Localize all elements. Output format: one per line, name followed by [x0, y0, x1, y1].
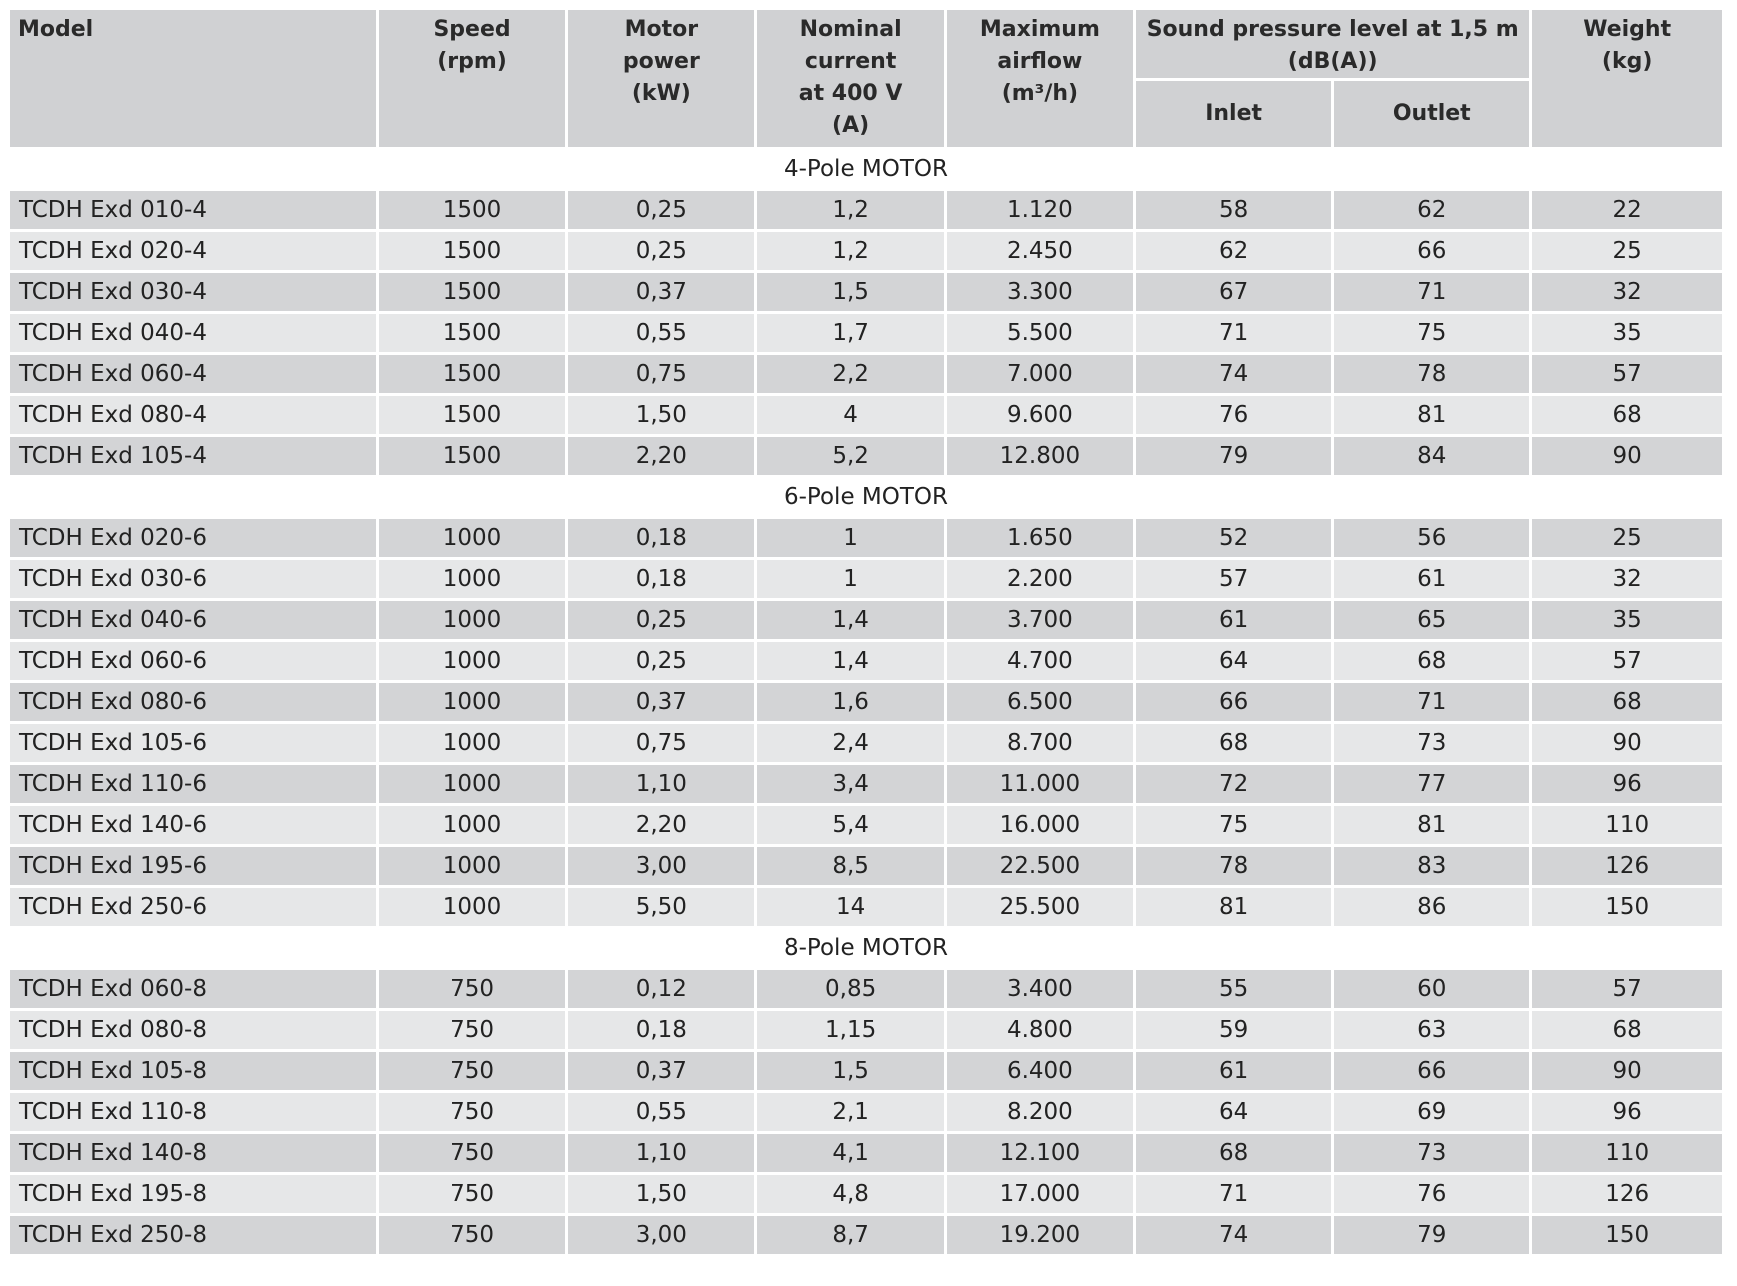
- cell-max-airflow: 8.700: [947, 724, 1133, 762]
- cell-speed: 1500: [379, 232, 565, 270]
- section-title: 8-Pole MOTOR: [10, 929, 1722, 967]
- cell-max-airflow: 7.000: [947, 355, 1133, 393]
- cell-outlet-db: 71: [1334, 273, 1529, 311]
- cell-inlet-db: 57: [1136, 560, 1331, 598]
- cell-nominal-current: 1,4: [757, 642, 943, 680]
- cell-max-airflow: 6.400: [947, 1052, 1133, 1090]
- header-inlet: Inlet: [1136, 81, 1331, 147]
- cell-weight: 32: [1532, 560, 1722, 598]
- cell-inlet-db: 64: [1136, 1093, 1331, 1131]
- cell-motor-power: 0,18: [568, 1011, 754, 1049]
- section-title: 4-Pole MOTOR: [10, 150, 1722, 188]
- cell-speed: 750: [379, 1175, 565, 1213]
- table-row: [10, 273, 1722, 311]
- cell-inlet-db: 61: [1136, 601, 1331, 639]
- table-row: [10, 888, 1722, 926]
- cell-max-airflow: 11.000: [947, 765, 1133, 803]
- cell-motor-power: 0,75: [568, 724, 754, 762]
- cell-nominal-current: 2,4: [757, 724, 943, 762]
- cell-outlet-db: 79: [1334, 1216, 1529, 1254]
- cell-model: TCDH Exd 140-6: [10, 806, 376, 844]
- table-row: [10, 642, 1722, 680]
- cell-motor-power: 0,25: [568, 232, 754, 270]
- cell-model: TCDH Exd 010-4: [10, 191, 376, 229]
- cell-outlet-db: 77: [1334, 765, 1529, 803]
- cell-max-airflow: 12.800: [947, 437, 1133, 475]
- cell-max-airflow: 8.200: [947, 1093, 1133, 1131]
- cell-inlet-db: 79: [1136, 437, 1331, 475]
- table-row: [10, 765, 1722, 803]
- cell-weight: 110: [1532, 806, 1722, 844]
- cell-nominal-current: 4,8: [757, 1175, 943, 1213]
- table-row: [10, 560, 1722, 598]
- section-row: [10, 478, 1722, 516]
- table-row: [10, 191, 1722, 229]
- cell-motor-power: 0,55: [568, 314, 754, 352]
- cell-weight: 96: [1532, 1093, 1722, 1131]
- header-speed: Speed (rpm): [379, 10, 565, 147]
- fan-spec-table: [7, 7, 1725, 1257]
- cell-motor-power: 0,37: [568, 273, 754, 311]
- cell-motor-power: 1,10: [568, 765, 754, 803]
- table-header: [10, 10, 1722, 147]
- table-row: [10, 355, 1722, 393]
- cell-model: TCDH Exd 110-6: [10, 765, 376, 803]
- cell-nominal-current: 2,1: [757, 1093, 943, 1131]
- cell-inlet-db: 72: [1136, 765, 1331, 803]
- cell-model: TCDH Exd 195-6: [10, 847, 376, 885]
- table-row: [10, 847, 1722, 885]
- cell-model: TCDH Exd 060-6: [10, 642, 376, 680]
- header-outlet: Outlet: [1334, 81, 1529, 147]
- cell-inlet-db: 66: [1136, 683, 1331, 721]
- header-model: Model: [10, 10, 376, 147]
- table-row: [10, 1216, 1722, 1254]
- table-row: [10, 724, 1722, 762]
- cell-max-airflow: 3.300: [947, 273, 1133, 311]
- cell-motor-power: 0,25: [568, 642, 754, 680]
- cell-model: TCDH Exd 030-6: [10, 560, 376, 598]
- cell-nominal-current: 2,2: [757, 355, 943, 393]
- cell-nominal-current: 1,5: [757, 273, 943, 311]
- cell-nominal-current: 5,4: [757, 806, 943, 844]
- cell-model: TCDH Exd 250-6: [10, 888, 376, 926]
- cell-nominal-current: 1,5: [757, 1052, 943, 1090]
- header-nominal-current: Nominal current at 400 V (A): [757, 10, 943, 147]
- cell-max-airflow: 1.120: [947, 191, 1133, 229]
- cell-max-airflow: 19.200: [947, 1216, 1133, 1254]
- cell-speed: 1000: [379, 519, 565, 557]
- cell-motor-power: 5,50: [568, 888, 754, 926]
- cell-model: TCDH Exd 080-4: [10, 396, 376, 434]
- cell-motor-power: 0,25: [568, 191, 754, 229]
- cell-model: TCDH Exd 250-8: [10, 1216, 376, 1254]
- table-row: [10, 806, 1722, 844]
- cell-nominal-current: 0,85: [757, 970, 943, 1008]
- cell-model: TCDH Exd 040-6: [10, 601, 376, 639]
- cell-model: TCDH Exd 110-8: [10, 1093, 376, 1131]
- cell-outlet-db: 73: [1334, 724, 1529, 762]
- cell-max-airflow: 3.700: [947, 601, 1133, 639]
- table-row: [10, 232, 1722, 270]
- cell-nominal-current: 4,1: [757, 1134, 943, 1172]
- cell-speed: 750: [379, 1216, 565, 1254]
- cell-inlet-db: 67: [1136, 273, 1331, 311]
- cell-weight: 150: [1532, 888, 1722, 926]
- cell-speed: 1000: [379, 888, 565, 926]
- cell-inlet-db: 52: [1136, 519, 1331, 557]
- table-row: [10, 1175, 1722, 1213]
- cell-model: TCDH Exd 020-4: [10, 232, 376, 270]
- cell-max-airflow: 25.500: [947, 888, 1133, 926]
- cell-weight: 110: [1532, 1134, 1722, 1172]
- cell-weight: 57: [1532, 970, 1722, 1008]
- cell-max-airflow: 22.500: [947, 847, 1133, 885]
- cell-outlet-db: 78: [1334, 355, 1529, 393]
- cell-max-airflow: 17.000: [947, 1175, 1133, 1213]
- cell-motor-power: 2,20: [568, 806, 754, 844]
- cell-motor-power: 1,50: [568, 396, 754, 434]
- cell-speed: 1000: [379, 847, 565, 885]
- table-row: [10, 683, 1722, 721]
- cell-speed: 1000: [379, 683, 565, 721]
- cell-outlet-db: 66: [1334, 232, 1529, 270]
- cell-speed: 1500: [379, 191, 565, 229]
- cell-nominal-current: 1,6: [757, 683, 943, 721]
- cell-weight: 90: [1532, 437, 1722, 475]
- cell-model: TCDH Exd 080-6: [10, 683, 376, 721]
- cell-motor-power: 0,18: [568, 560, 754, 598]
- cell-speed: 1500: [379, 273, 565, 311]
- table-row: [10, 437, 1722, 475]
- cell-speed: 750: [379, 970, 565, 1008]
- cell-max-airflow: 2.200: [947, 560, 1133, 598]
- header-sound-pressure: Sound pressure level at 1,5 m (dB(A)): [1136, 10, 1529, 78]
- cell-weight: 25: [1532, 519, 1722, 557]
- cell-weight: 68: [1532, 1011, 1722, 1049]
- table-row: [10, 601, 1722, 639]
- cell-max-airflow: 2.450: [947, 232, 1133, 270]
- table-row: [10, 396, 1722, 434]
- cell-inlet-db: 75: [1136, 806, 1331, 844]
- cell-weight: 25: [1532, 232, 1722, 270]
- cell-inlet-db: 64: [1136, 642, 1331, 680]
- cell-weight: 35: [1532, 314, 1722, 352]
- cell-outlet-db: 66: [1334, 1052, 1529, 1090]
- header-weight: Weight (kg): [1532, 10, 1722, 147]
- table-row: [10, 519, 1722, 557]
- cell-speed: 1000: [379, 601, 565, 639]
- cell-model: TCDH Exd 105-8: [10, 1052, 376, 1090]
- cell-motor-power: 2,20: [568, 437, 754, 475]
- cell-nominal-current: 3,4: [757, 765, 943, 803]
- cell-outlet-db: 73: [1334, 1134, 1529, 1172]
- cell-model: TCDH Exd 080-8: [10, 1011, 376, 1049]
- cell-outlet-db: 68: [1334, 642, 1529, 680]
- cell-motor-power: 0,25: [568, 601, 754, 639]
- cell-nominal-current: 14: [757, 888, 943, 926]
- cell-model: TCDH Exd 105-4: [10, 437, 376, 475]
- cell-max-airflow: 5.500: [947, 314, 1133, 352]
- cell-inlet-db: 58: [1136, 191, 1331, 229]
- table-row: [10, 970, 1722, 1008]
- cell-motor-power: 3,00: [568, 1216, 754, 1254]
- header-motor-power: Motor power (kW): [568, 10, 754, 147]
- cell-outlet-db: 71: [1334, 683, 1529, 721]
- cell-outlet-db: 84: [1334, 437, 1529, 475]
- cell-outlet-db: 83: [1334, 847, 1529, 885]
- cell-nominal-current: 1: [757, 519, 943, 557]
- cell-inlet-db: 71: [1136, 314, 1331, 352]
- cell-nominal-current: 1,4: [757, 601, 943, 639]
- cell-motor-power: 0,37: [568, 683, 754, 721]
- cell-speed: 750: [379, 1093, 565, 1131]
- cell-inlet-db: 68: [1136, 1134, 1331, 1172]
- cell-weight: 126: [1532, 1175, 1722, 1213]
- cell-outlet-db: 69: [1334, 1093, 1529, 1131]
- cell-outlet-db: 76: [1334, 1175, 1529, 1213]
- cell-outlet-db: 62: [1334, 191, 1529, 229]
- cell-nominal-current: 5,2: [757, 437, 943, 475]
- cell-weight: 90: [1532, 724, 1722, 762]
- cell-outlet-db: 81: [1334, 396, 1529, 434]
- cell-speed: 1000: [379, 642, 565, 680]
- cell-model: TCDH Exd 020-6: [10, 519, 376, 557]
- cell-max-airflow: 12.100: [947, 1134, 1133, 1172]
- cell-speed: 1000: [379, 724, 565, 762]
- cell-outlet-db: 75: [1334, 314, 1529, 352]
- cell-nominal-current: 4: [757, 396, 943, 434]
- cell-weight: 57: [1532, 355, 1722, 393]
- cell-motor-power: 1,50: [568, 1175, 754, 1213]
- cell-outlet-db: 65: [1334, 601, 1529, 639]
- cell-nominal-current: 8,7: [757, 1216, 943, 1254]
- cell-speed: 1500: [379, 355, 565, 393]
- cell-max-airflow: 6.500: [947, 683, 1133, 721]
- cell-inlet-db: 81: [1136, 888, 1331, 926]
- cell-nominal-current: 1,15: [757, 1011, 943, 1049]
- cell-outlet-db: 63: [1334, 1011, 1529, 1049]
- header-maximum-airflow: Maximum airflow (m³/h): [947, 10, 1133, 147]
- cell-inlet-db: 59: [1136, 1011, 1331, 1049]
- cell-speed: 1000: [379, 560, 565, 598]
- cell-inlet-db: 74: [1136, 1216, 1331, 1254]
- section-row: [10, 150, 1722, 188]
- cell-inlet-db: 68: [1136, 724, 1331, 762]
- cell-max-airflow: 4.700: [947, 642, 1133, 680]
- cell-motor-power: 0,18: [568, 519, 754, 557]
- cell-weight: 150: [1532, 1216, 1722, 1254]
- cell-nominal-current: 1: [757, 560, 943, 598]
- cell-inlet-db: 76: [1136, 396, 1331, 434]
- cell-speed: 1500: [379, 437, 565, 475]
- cell-motor-power: 1,10: [568, 1134, 754, 1172]
- table-row: [10, 1052, 1722, 1090]
- table-row: [10, 1093, 1722, 1131]
- cell-weight: 57: [1532, 642, 1722, 680]
- cell-speed: 1000: [379, 806, 565, 844]
- cell-nominal-current: 1,2: [757, 191, 943, 229]
- cell-max-airflow: 1.650: [947, 519, 1133, 557]
- cell-speed: 750: [379, 1011, 565, 1049]
- cell-model: TCDH Exd 040-4: [10, 314, 376, 352]
- cell-weight: 35: [1532, 601, 1722, 639]
- cell-speed: 1500: [379, 314, 565, 352]
- cell-nominal-current: 1,2: [757, 232, 943, 270]
- cell-weight: 126: [1532, 847, 1722, 885]
- cell-speed: 1000: [379, 765, 565, 803]
- cell-motor-power: 0,12: [568, 970, 754, 1008]
- section-title: 6-Pole MOTOR: [10, 478, 1722, 516]
- table-row: [10, 1011, 1722, 1049]
- table-row: [10, 314, 1722, 352]
- cell-motor-power: 0,75: [568, 355, 754, 393]
- cell-inlet-db: 62: [1136, 232, 1331, 270]
- section-row: [10, 929, 1722, 967]
- cell-weight: 68: [1532, 683, 1722, 721]
- cell-outlet-db: 81: [1334, 806, 1529, 844]
- cell-max-airflow: 3.400: [947, 970, 1133, 1008]
- cell-inlet-db: 61: [1136, 1052, 1331, 1090]
- cell-outlet-db: 86: [1334, 888, 1529, 926]
- cell-motor-power: 3,00: [568, 847, 754, 885]
- cell-weight: 32: [1532, 273, 1722, 311]
- cell-max-airflow: 9.600: [947, 396, 1133, 434]
- cell-motor-power: 0,37: [568, 1052, 754, 1090]
- table-body: [10, 150, 1722, 1254]
- cell-weight: 96: [1532, 765, 1722, 803]
- cell-speed: 750: [379, 1052, 565, 1090]
- cell-max-airflow: 16.000: [947, 806, 1133, 844]
- cell-model: TCDH Exd 140-8: [10, 1134, 376, 1172]
- cell-weight: 90: [1532, 1052, 1722, 1090]
- table-row: [10, 1134, 1722, 1172]
- cell-inlet-db: 78: [1136, 847, 1331, 885]
- cell-model: TCDH Exd 060-4: [10, 355, 376, 393]
- cell-inlet-db: 55: [1136, 970, 1331, 1008]
- cell-model: TCDH Exd 060-8: [10, 970, 376, 1008]
- cell-model: TCDH Exd 195-8: [10, 1175, 376, 1213]
- cell-outlet-db: 56: [1334, 519, 1529, 557]
- cell-model: TCDH Exd 105-6: [10, 724, 376, 762]
- cell-weight: 22: [1532, 191, 1722, 229]
- cell-inlet-db: 74: [1136, 355, 1331, 393]
- cell-nominal-current: 1,7: [757, 314, 943, 352]
- cell-nominal-current: 8,5: [757, 847, 943, 885]
- cell-speed: 1500: [379, 396, 565, 434]
- cell-outlet-db: 60: [1334, 970, 1529, 1008]
- cell-outlet-db: 61: [1334, 560, 1529, 598]
- cell-motor-power: 0,55: [568, 1093, 754, 1131]
- cell-max-airflow: 4.800: [947, 1011, 1133, 1049]
- cell-weight: 68: [1532, 396, 1722, 434]
- cell-model: TCDH Exd 030-4: [10, 273, 376, 311]
- cell-inlet-db: 71: [1136, 1175, 1331, 1213]
- cell-speed: 750: [379, 1134, 565, 1172]
